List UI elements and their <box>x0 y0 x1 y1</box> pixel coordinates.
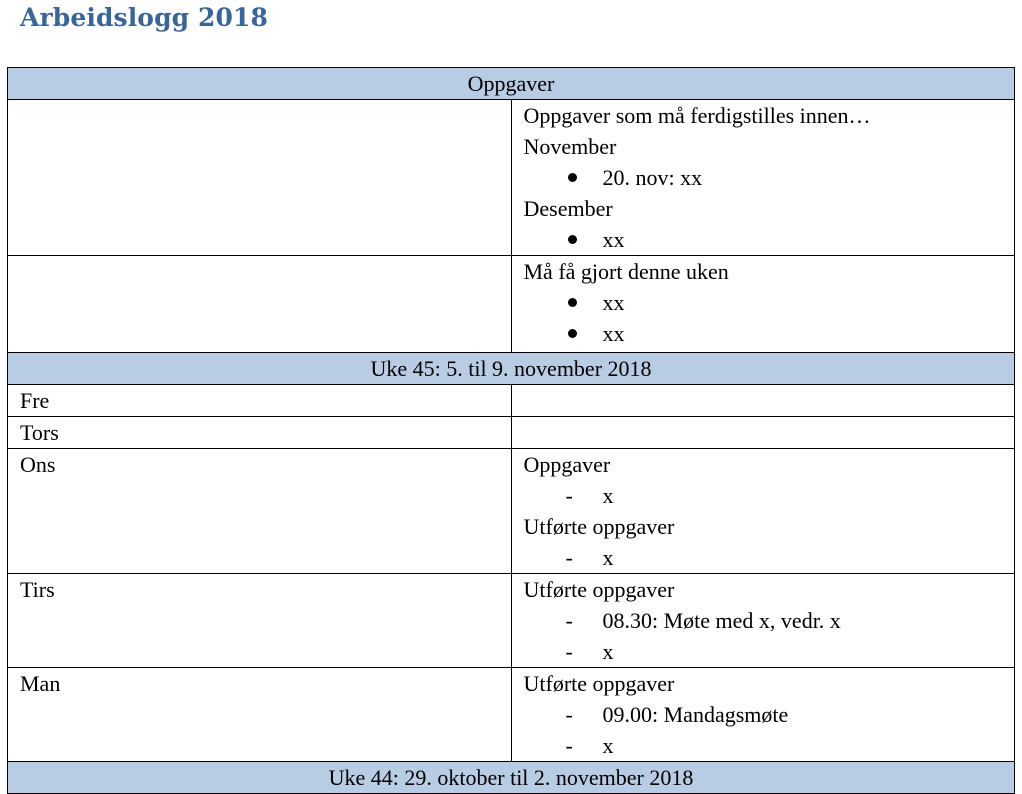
day-content <box>511 449 1015 574</box>
section-label: Utførte oppgaver <box>523 514 675 539</box>
dash-item: - x <box>524 730 1015 761</box>
bullet-item: xx <box>524 224 1015 255</box>
day-row-tors <box>8 417 1015 449</box>
dash-item: - 09.00: Mandagsmøte <box>524 699 1015 730</box>
worklog-table <box>7 67 1015 794</box>
day-row-ons <box>8 449 1015 574</box>
section-header-oppgaver <box>8 68 1015 100</box>
bullet-list <box>524 224 1015 255</box>
day-row-man <box>8 668 1015 762</box>
dash-list <box>524 605 1015 667</box>
month-label: Desember <box>523 196 613 221</box>
day-label: Ons <box>8 449 512 574</box>
dash-list <box>524 699 1015 761</box>
task-cell <box>511 256 1015 353</box>
dash-item: - x <box>524 542 1015 573</box>
day-content <box>511 574 1015 668</box>
task-cell <box>511 100 1015 256</box>
day-label: Man <box>8 668 512 762</box>
day-label: Fre <box>8 385 512 417</box>
week-header-label: Uke 44: 29. oktober til 2. november 2018 <box>8 762 1015 794</box>
day-label: Tirs <box>8 574 512 668</box>
week-header-label: Uke 45: 5. til 9. november 2018 <box>8 353 1015 385</box>
empty-day-cell <box>8 256 512 353</box>
section-header-week45 <box>8 353 1015 385</box>
section-header-label: Oppgaver <box>8 68 1015 100</box>
day-content <box>511 417 1015 449</box>
empty-day-cell <box>8 100 512 256</box>
week-todo-intro: Må få gjort denne uken <box>523 259 729 284</box>
dash-list <box>524 480 1015 511</box>
section-header-week44 <box>8 762 1015 794</box>
day-row-tirs <box>8 574 1015 668</box>
deadline-intro: Oppgaver som må ferdigstilles innen… <box>523 103 871 128</box>
day-row-fre <box>8 385 1015 417</box>
bullet-item: xx <box>524 318 1015 349</box>
day-content <box>511 668 1015 762</box>
page-title: Arbeidslogg 2018 <box>20 3 269 32</box>
bullet-list <box>524 287 1015 349</box>
dash-item: - 08.30: Møte med x, vedr. x <box>524 605 1015 636</box>
dash-list <box>524 542 1015 573</box>
section-label: Utførte oppgaver <box>523 577 675 602</box>
bullet-item: 20. nov: xx <box>524 162 1015 193</box>
bullet-item: xx <box>524 287 1015 318</box>
dash-item: - x <box>524 636 1015 667</box>
month-label: November <box>523 134 617 159</box>
section-label: Utførte oppgaver <box>523 671 675 696</box>
task-row-this-week <box>8 256 1015 353</box>
section-label: Oppgaver <box>523 452 611 477</box>
bullet-list <box>524 162 1015 193</box>
day-content <box>511 385 1015 417</box>
dash-item: - x <box>524 480 1015 511</box>
day-label: Tors <box>8 417 512 449</box>
task-row-deadlines <box>8 100 1015 256</box>
